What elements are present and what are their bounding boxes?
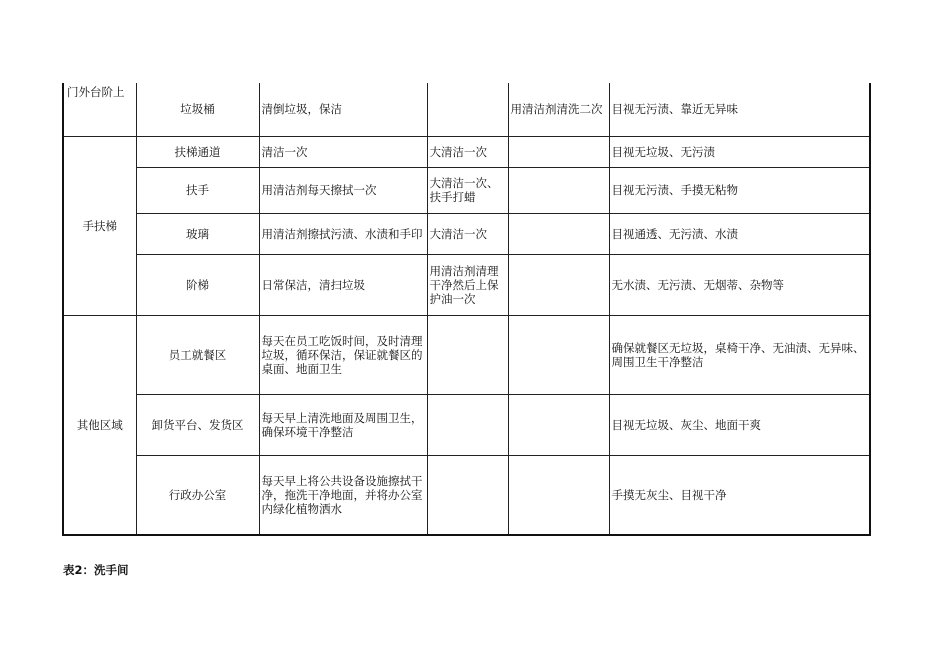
daily-cell: 用清洁剂每天擦拭一次 — [259, 167, 427, 213]
item-cell: 卸货平台、发货区 — [136, 394, 259, 455]
daily-cell: 清倒垃圾，保洁 — [259, 83, 427, 136]
table-row — [63, 455, 870, 535]
table-row — [63, 254, 870, 315]
weekly-cell: 大清洁一次 — [427, 213, 508, 254]
area-cell: 门外台阶上 — [63, 83, 136, 136]
monthly-cell: 用清洁剂清洗二次 — [508, 83, 609, 136]
daily-cell: 每天早上清洗地面及周围卫生，确保环境干净整洁 — [259, 394, 427, 455]
table-row — [63, 136, 870, 167]
weekly-cell: 大清洁一次、扶手打蜡 — [427, 167, 508, 213]
cleaning-standards-table — [62, 83, 871, 536]
monthly-cell — [508, 315, 609, 394]
table-row — [63, 394, 870, 455]
area-cell: 手扶梯 — [63, 136, 136, 315]
weekly-cell — [427, 315, 508, 394]
monthly-cell — [508, 136, 609, 167]
table-caption: 表2：洗手间 — [63, 563, 129, 577]
monthly-cell — [508, 394, 609, 455]
monthly-cell — [508, 455, 609, 535]
daily-cell: 每天在员工吃饭时间，及时清理垃圾，循环保洁，保证就餐区的桌面、地面卫生 — [259, 315, 427, 394]
item-cell: 行政办公室 — [136, 455, 259, 535]
daily-cell: 每天早上将公共设备设施擦拭干净，拖洗干净地面，并将办公室内绿化植物洒水 — [259, 455, 427, 535]
table-row — [63, 213, 870, 254]
monthly-cell — [508, 213, 609, 254]
weekly-cell — [427, 455, 508, 535]
standard-cell: 无水渍、无污渍、无烟蒂、杂物等 — [609, 254, 870, 315]
weekly-cell: 大清洁一次 — [427, 136, 508, 167]
standard-cell: 目视通透、无污渍、水渍 — [609, 213, 870, 254]
standard-cell: 手摸无灰尘、目视干净 — [609, 455, 870, 535]
weekly-cell — [427, 394, 508, 455]
daily-cell: 清洁一次 — [259, 136, 427, 167]
item-cell: 扶手 — [136, 167, 259, 213]
standard-cell: 目视无垃圾、灰尘、地面干爽 — [609, 394, 870, 455]
table-row — [63, 315, 870, 394]
area-cell: 其他区域 — [63, 315, 136, 535]
daily-cell: 日常保洁，清扫垃圾 — [259, 254, 427, 315]
standard-cell: 目视无垃圾、无污渍 — [609, 136, 870, 167]
item-cell: 玻璃 — [136, 213, 259, 254]
item-cell: 阶梯 — [136, 254, 259, 315]
monthly-cell — [508, 167, 609, 213]
table-row — [63, 83, 870, 136]
standard-cell: 目视无污渍、手摸无粘物 — [609, 167, 870, 213]
item-cell: 扶梯通道 — [136, 136, 259, 167]
standard-cell: 目视无污渍、靠近无异味 — [609, 83, 870, 136]
item-cell: 垃圾桶 — [136, 83, 259, 136]
daily-cell: 用清洁剂擦拭污渍、水渍和手印 — [259, 213, 427, 254]
weekly-cell — [427, 83, 508, 136]
monthly-cell — [508, 254, 609, 315]
weekly-cell: 用清洁剂清理干净然后上保护油一次 — [427, 254, 508, 315]
standard-cell: 确保就餐区无垃圾，桌椅干净、无油渍、无异味、周围卫生干净整洁 — [609, 315, 870, 394]
item-cell: 员工就餐区 — [136, 315, 259, 394]
table-row — [63, 167, 870, 213]
